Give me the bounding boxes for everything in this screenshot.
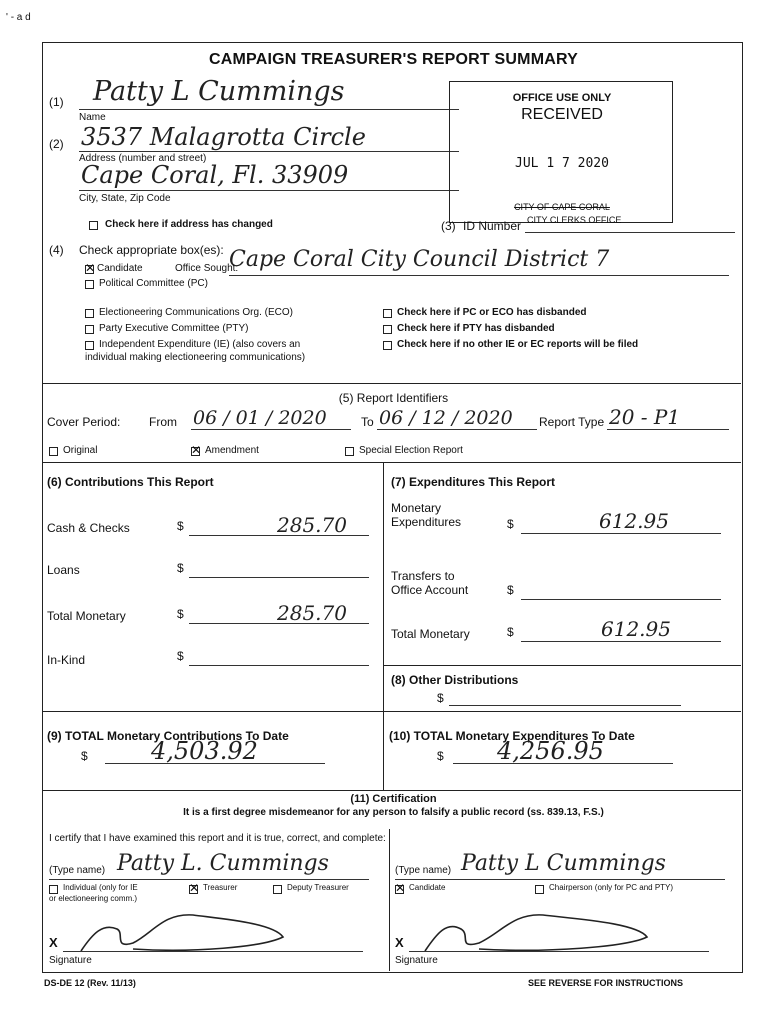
received-stamp: RECEIVED [521,106,603,123]
corner-marks: ' - a d [6,12,31,23]
pc-checkbox[interactable] [85,280,94,289]
from-label: From [149,415,177,429]
ie-checkbox[interactable] [85,341,94,350]
cash-checks-value: 285.70 [277,513,347,537]
pc-eco-disbanded-label: Check here if PC or ECO has disbanded [397,307,587,318]
pc-eco-disbanded-checkbox[interactable] [383,309,392,318]
cover-period-label: Cover Period: [47,415,121,429]
type-name-label-right: (Type name) [395,865,452,876]
office-use-title: OFFICE USE ONLY [512,92,612,104]
monetary-exp-dollar: $ [507,517,514,531]
name-value: Patty L Cummings [93,76,345,107]
section9-heading: (9) TOTAL Monetary Contributions To Date [47,729,289,743]
misdemeanor-warning: It is a first degree misdemeanor for any person to falsify a public record (ss. 839.13, F.S.) [183,807,604,818]
treasurer-label: Treasurer [203,883,238,892]
cert-candidate-checkbox[interactable] [395,885,404,894]
report-form [42,42,743,973]
pty-checkbox[interactable] [85,325,94,334]
address-changed-label: Check here if address has changed [105,219,273,230]
cert-candidate-label: Candidate [409,883,446,892]
report-type-value: 20 - P1 [609,405,681,429]
eco-checkbox[interactable] [85,309,94,318]
section4-heading: Check appropriate box(es): [79,243,224,257]
signature-x-right: X [395,935,404,950]
address-changed-checkbox[interactable] [89,221,98,230]
total-contrib-todate-value: 4,503.92 [151,737,258,765]
address-value: 3537 Malagrotta Circle [81,123,366,151]
form-id: DS-DE 12 (Rev. 11/13) [44,978,136,988]
transfers-label2: Office Account [391,583,469,597]
chairperson-checkbox[interactable] [535,885,544,894]
cash-dollar: $ [177,519,184,533]
to-value: 06 / 12 / 2020 [379,407,513,429]
amendment-checkbox[interactable] [191,447,200,456]
address-label: Address (number and street) [79,153,207,164]
monetary-exp-label2: Expenditures [391,515,462,529]
other-dist-dollar: $ [437,691,444,705]
section11-heading: (11) Certification [350,793,437,805]
total-exp-value: 612.95 [601,617,671,641]
deputy-treasurer-label: Deputy Treasurer [287,883,349,892]
section2-number: (2) [49,137,64,151]
signature-label-left: Signature [49,955,92,966]
signature-x-left: X [49,935,58,950]
type-name-label-left: (Type name) [49,865,106,876]
inkind-dollar: $ [177,649,184,663]
section5-heading: (5) Report Identifiers [338,391,449,405]
office-sought-label: Office Sought: [175,263,239,274]
section3-number: (3) [441,219,456,233]
special-election-checkbox[interactable] [345,447,354,456]
from-value: 06 / 01 / 2020 [193,407,327,429]
section10-heading: (10) TOTAL Monetary Expenditures To Date [389,729,635,743]
eco-label: Electioneering Communications Org. (ECO) [99,307,293,318]
ie-label-line2: individual making electioneering communications) [85,352,306,363]
original-checkbox[interactable] [49,447,58,456]
deputy-treasurer-checkbox[interactable] [273,885,282,894]
total-contrib-label: Total Monetary [47,609,126,623]
candidate-label: Candidate [97,263,143,274]
total-contrib-dollar: $ [177,607,184,621]
office-sought-value: Cape Coral City Council District 7 [229,247,610,272]
form-title: CAMPAIGN TREASURER'S REPORT SUMMARY [208,51,579,68]
chairperson-label: Chairperson (only for PC and PTY) [549,883,674,892]
signature-label-right: Signature [395,955,438,966]
total-exp-label: Total Monetary [391,627,470,641]
report-type-label: Report Type [539,415,605,429]
individual-label2: or electioneering comm.) [49,894,138,903]
section1-number: (1) [49,95,64,109]
monetary-exp-value: 612.95 [599,509,669,533]
id-number-label: ID Number [463,219,522,233]
individual-label: Individual (only for IE [63,883,138,892]
no-other-ie-label: Check here if no other IE or EC reports will be filed [397,339,639,350]
candidate-checkbox[interactable] [85,265,94,274]
to-label: To [361,415,374,429]
total-exp-dollar: $ [507,625,514,639]
city-label: City, State, Zip Code [79,193,171,204]
inkind-label: In-Kind [47,653,86,667]
original-label: Original [63,445,98,456]
stamp-city: CITY OF CAPE CORAL [514,202,610,212]
section6-heading: (6) Contributions This Report [47,475,214,489]
pty-disbanded-label: Check here if PTY has disbanded [397,323,555,334]
total-exp-todate-dollar: $ [437,749,444,763]
total-contrib-todate-dollar: $ [81,749,88,763]
section7-heading: (7) Expenditures This Report [391,475,556,489]
no-other-ie-checkbox[interactable] [383,341,392,350]
monetary-exp-label1: Monetary [391,501,442,515]
loans-label: Loans [47,563,80,577]
received-date: JUL 1 7 2020 [515,156,609,171]
pty-label: Party Executive Committee (PTY) [99,323,249,334]
total-exp-todate-value: 4,256.95 [497,737,604,765]
treasurer-checkbox[interactable] [189,885,198,894]
certify-statement: I certify that I have examined this report and it is true, correct, and complete: [49,833,386,844]
cash-checks-label: Cash & Checks [47,521,130,535]
candidate-name: Patty L Cummings [461,851,666,876]
loans-dollar: $ [177,561,184,575]
total-contrib-value: 285.70 [277,601,347,625]
individual-checkbox[interactable] [49,885,58,894]
stamp-clerks: CITY CLERKS OFFICE [527,215,622,225]
special-election-label: Special Election Report [359,445,463,456]
transfers-dollar: $ [507,583,514,597]
amendment-label: Amendment [205,445,259,456]
see-reverse: SEE REVERSE FOR INSTRUCTIONS [528,978,684,988]
treasurer-name: Patty L. Cummings [117,851,329,876]
pc-label: Political Committee (PC) [99,278,208,289]
section4-number: (4) [49,243,64,257]
ie-label-line1: Independent Expenditure (IE) (also covers an [99,339,301,350]
pty-disbanded-checkbox[interactable] [383,325,392,334]
city-value: Cape Coral, Fl. 33909 [81,161,349,189]
transfers-label1: Transfers to [391,569,455,583]
section8-heading: (8) Other Distributions [391,673,519,687]
name-label: Name [79,112,106,123]
office-use-box [449,81,673,223]
